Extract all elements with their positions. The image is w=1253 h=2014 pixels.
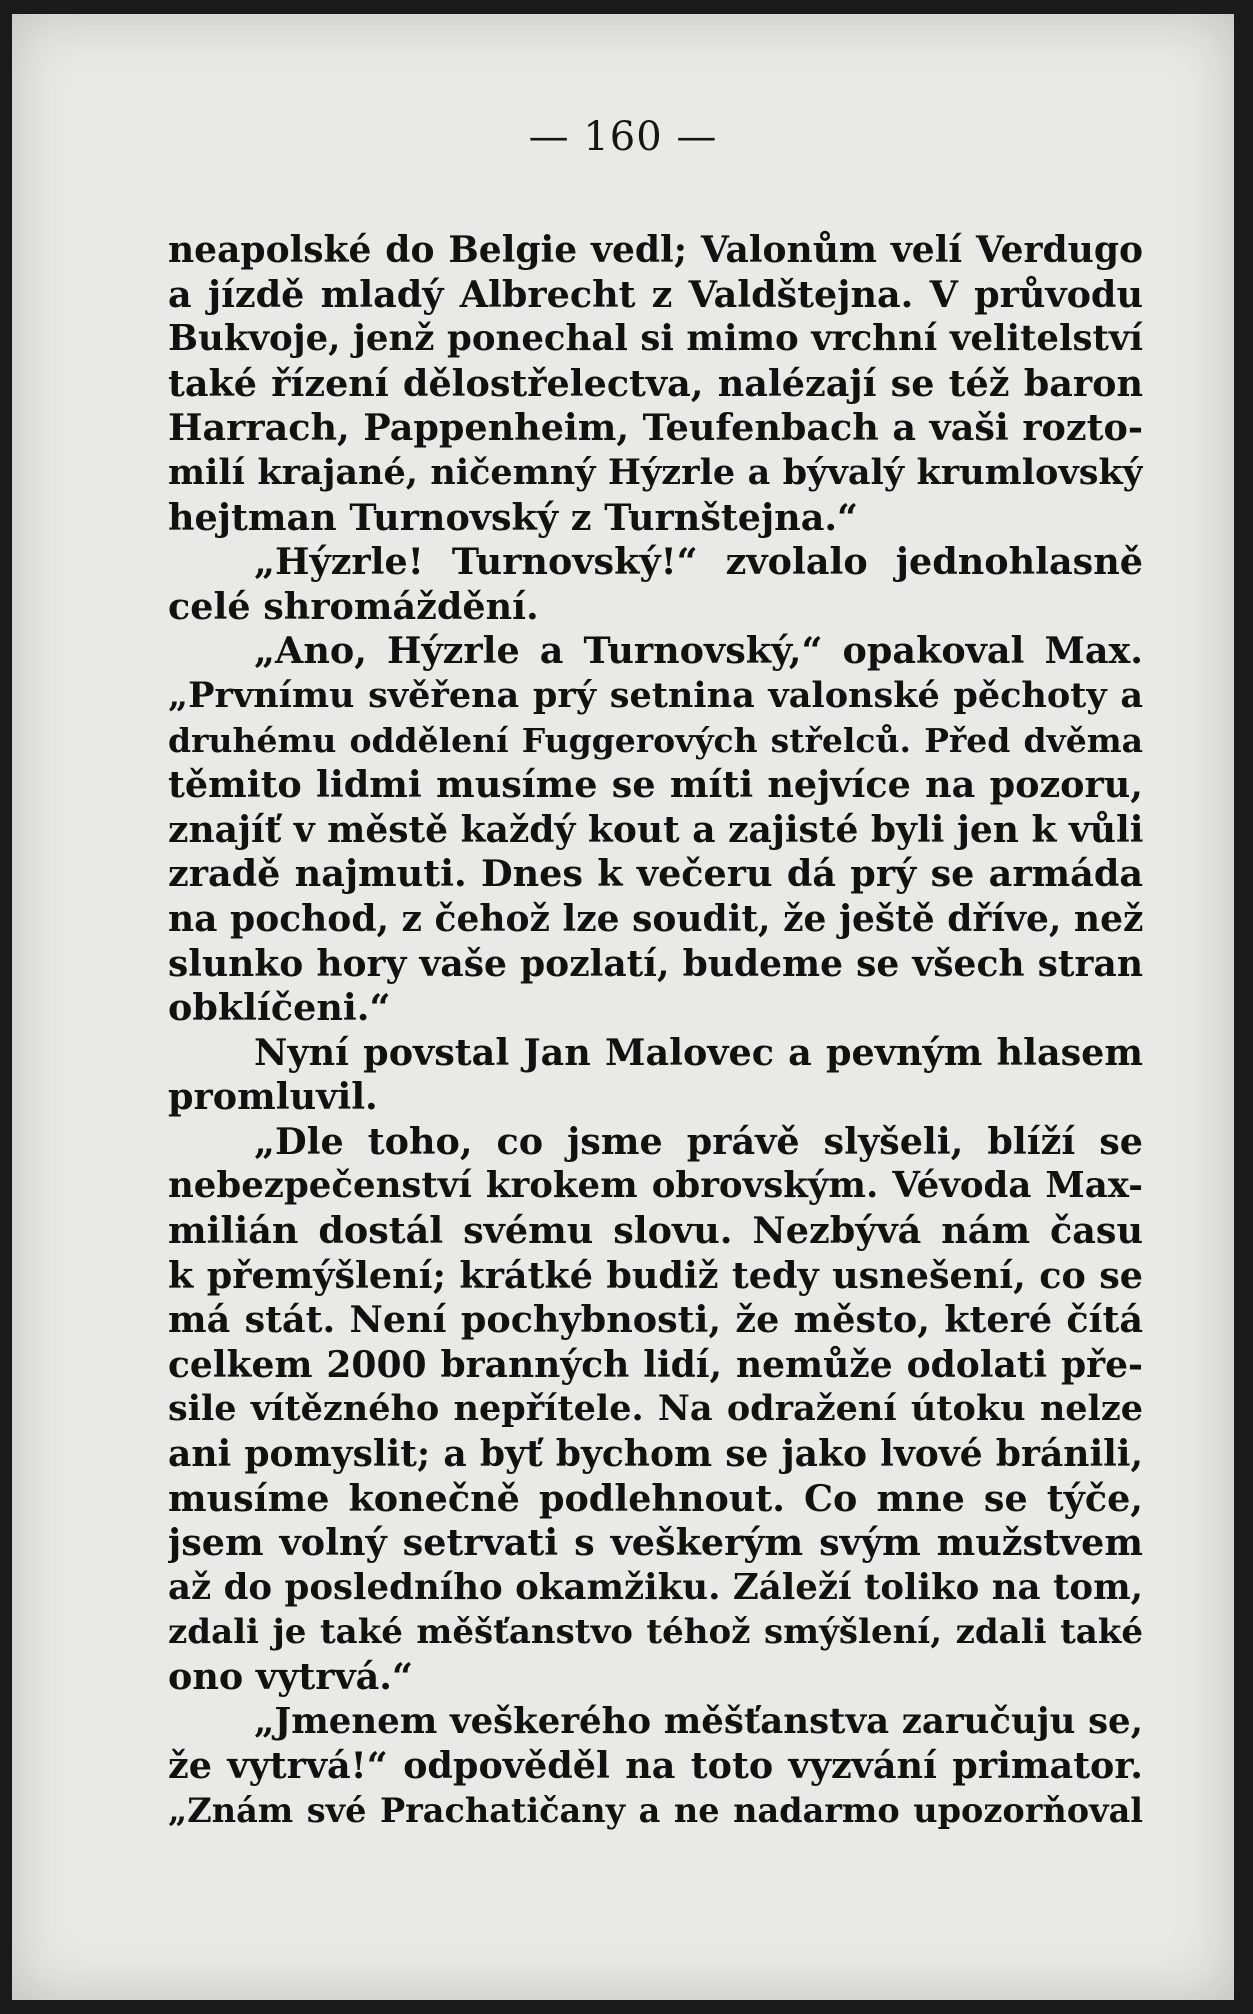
text-line: promluvil. xyxy=(168,1075,378,1119)
text-line: má stát. Není pochybnosti, že město, které čítá xyxy=(168,1298,1143,1342)
text-line: a jízdě mladý Albrecht z Valdštejna. V průvodu xyxy=(168,272,1143,316)
page-number: — 160 — xyxy=(528,114,718,160)
text-line: nebezpečenství krokem obrovským. Vévoda Max- xyxy=(168,1165,1143,1207)
text-line: „Dle toho, co jsme právě slyšeli, blíží se xyxy=(254,1119,1143,1163)
text-line: musíme konečně podlehnout. Co mne se týče, xyxy=(168,1476,1143,1520)
book-page xyxy=(12,14,1234,2000)
text-line: Harrach, Pappenheim, Teufenbach a vaši rozto- xyxy=(168,406,1143,450)
text-line: hejtman Turnovský z Turnštejna.“ xyxy=(168,495,859,539)
text-line: na pochod, z čehož lze soudit, že ještě dříve, než xyxy=(168,897,1143,940)
text-line: zradě najmuti. Dnes k večeru dá prý se armáda xyxy=(168,852,1143,896)
text-line: jsem volný setrvati s veškerým svým mužstvem xyxy=(168,1521,1143,1565)
text-line: až do posledního okamžiku. Záleží toliko na tom, xyxy=(168,1566,1143,1608)
text-line: „Jmenem veškerého měšťanstva zaručuju se, xyxy=(254,1700,1143,1742)
text-line: Bukvoje, jenž ponechal si mimo vrchní velitelství xyxy=(168,318,1143,360)
text-line: milí krajané, ničemný Hýzrle a bývalý krumlovský xyxy=(168,451,1143,493)
text-line: „Hýzrle! Turnovský!“ zvolalo jednohlasně xyxy=(254,540,1143,584)
text-line: celkem 2000 branných lidí, nemůže odolati pře- xyxy=(168,1343,1143,1386)
text-line: ani pomyslit; a byť bychom se jako lvové bránili, xyxy=(168,1433,1143,1476)
text-line: také řízení dělostřelectva, nalézají se též baron xyxy=(168,361,1143,405)
text-line: „Prvnímu svěřena prý setnina valonské pěchoty a xyxy=(168,674,1143,716)
text-line: „Znám své Prachatičany a ne nadarmo upozorňoval xyxy=(168,1790,1143,1830)
text-line: celé shromáždění. xyxy=(168,584,539,628)
text-line: zdali je také měšťanstvo téhož smýšlení, zdali také xyxy=(168,1612,1143,1653)
text-line: druhému oddělení Fuggerových střelců. Před dvěma xyxy=(168,720,1143,760)
page-body-text xyxy=(168,228,1143,1833)
text-line: „Ano, Hýzrle a Turnovský,“ opakoval Max. xyxy=(254,629,1143,673)
text-line: neapolské do Belgie vedl; Valonům velí Verdugo xyxy=(168,229,1143,271)
text-line: obklíčeni.“ xyxy=(168,986,391,1030)
text-line: že vytrvá!“ odpověděl na toto vyzvání primator. xyxy=(168,1744,1143,1788)
text-line: Nyní povstal Jan Malovec a pevným hlasem xyxy=(254,1030,1143,1074)
text-line: k přemýšlení; krátké budiž tedy usnešení, co se xyxy=(168,1253,1143,1297)
text-line: sile vítězného nepřítele. Na odražení útoku nelze xyxy=(168,1388,1143,1430)
text-line: ono vytrvá.“ xyxy=(168,1655,414,1698)
text-line: milián dostál svému slovu. Nezbývá nám času xyxy=(168,1209,1143,1253)
text-line: slunko hory vaše pozlatí, budeme se všech stran xyxy=(168,942,1143,985)
text-line: těmito lidmi musíme se míti nejvíce na pozoru, xyxy=(168,763,1143,807)
text-line: znajíť v městě každý kout a zajisté byli jen k vůli xyxy=(168,808,1143,851)
